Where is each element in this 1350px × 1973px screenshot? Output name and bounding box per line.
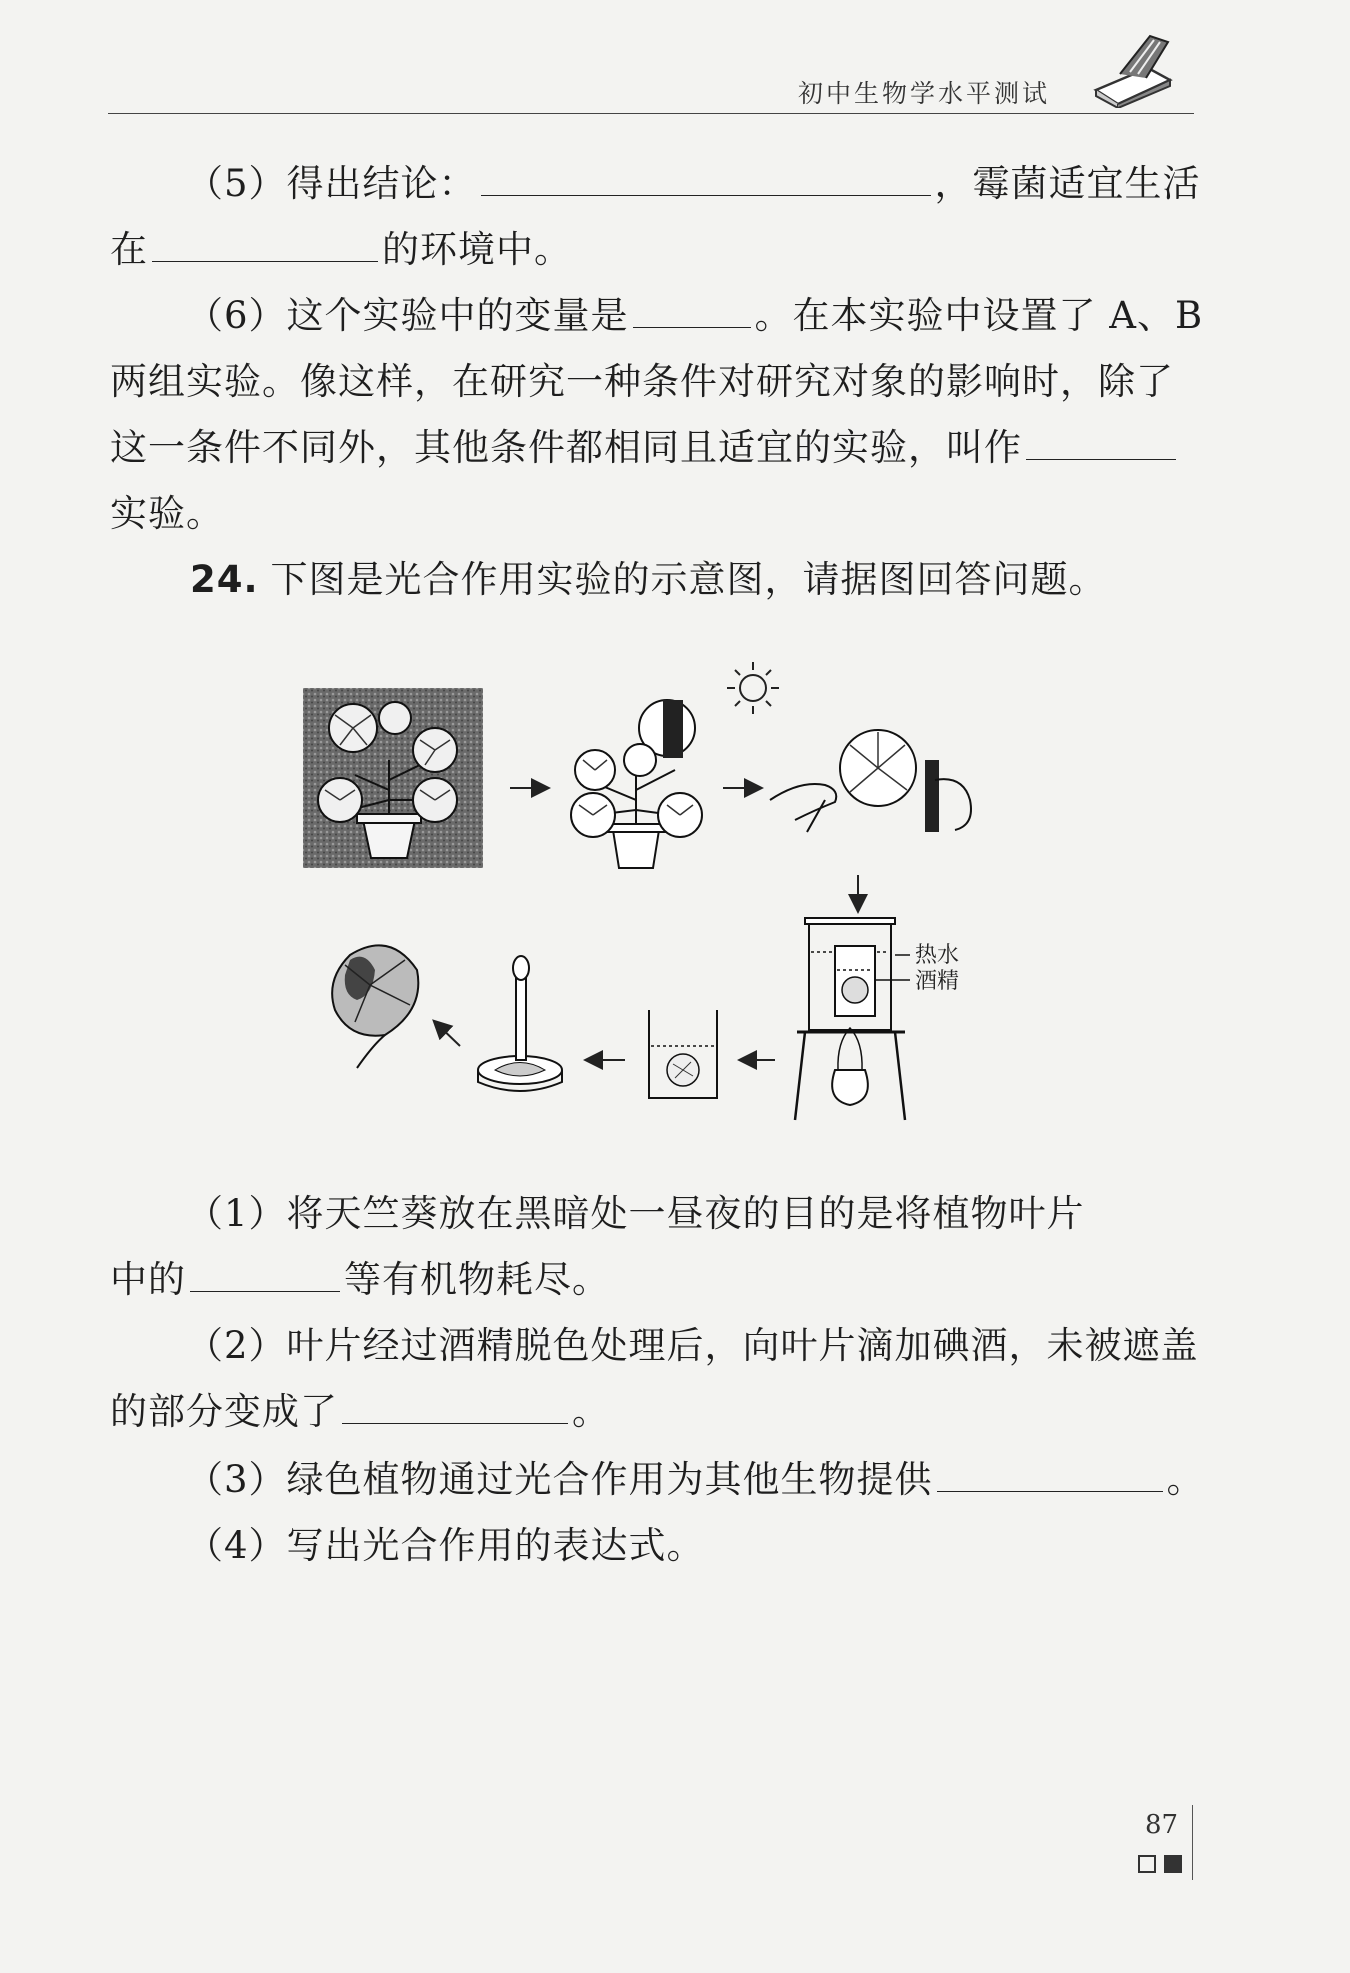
q23-part6-line2: [110, 358, 1174, 406]
sun-icon: [727, 662, 779, 714]
q23-part6-line1: [186, 292, 1203, 340]
answer-blank[interactable]: [481, 161, 931, 196]
text-span: 在: [110, 228, 148, 271]
answer-blank[interactable]: [342, 1389, 568, 1424]
question-number: 24.: [190, 558, 259, 601]
q24-part1-line2: [110, 1256, 610, 1304]
q24-part4: [186, 1522, 705, 1570]
q24-part3: [186, 1456, 1205, 1504]
text-span: 中的: [110, 1258, 186, 1301]
text-span: 。: [1166, 1458, 1205, 1501]
running-header-title: 初中生物学水平测试: [798, 79, 1051, 108]
square-outline-icon: [1138, 1855, 1156, 1873]
result-leaf: [332, 945, 418, 1068]
text-span: （3）绿色植物通过光合作用为其他生物提供: [186, 1458, 933, 1501]
text-span: 等有机物耗尽。: [344, 1258, 610, 1301]
text-span: 实验。: [110, 492, 224, 535]
alcohol-label: 酒精: [915, 969, 960, 994]
answer-blank[interactable]: [152, 227, 378, 262]
text-span: 。在本实验中设置了 A、B: [754, 294, 1204, 337]
q24-part2-line1: [186, 1322, 1199, 1370]
q24-part1-line1: [186, 1190, 1085, 1238]
header-rule: [108, 113, 1194, 114]
photosynthesis-experiment-figure: [295, 650, 1015, 1130]
leaf-removal-hands: [770, 730, 971, 832]
text-span: 这一条件不同外，其他条件都相同且适宜的实验，叫作: [110, 426, 1022, 469]
text-span: （1）将天竺葵放在黑暗处一昼夜的目的是将植物叶片: [186, 1192, 1085, 1235]
q24-part2-line2: [110, 1388, 610, 1436]
text-span: （5）得出结论：: [186, 162, 477, 205]
book-icon: [1090, 28, 1176, 108]
page-number-rule: [1192, 1805, 1193, 1880]
q23-part5-line2: [110, 226, 572, 274]
text-span: 的部分变成了: [110, 1390, 338, 1433]
square-filled-icon: [1164, 1855, 1182, 1873]
hot-water-label: 热水: [915, 943, 960, 968]
q24-stem: [190, 556, 1107, 604]
dark-plant-panel: [303, 688, 483, 868]
page-number: 87: [1145, 1810, 1179, 1840]
q23-part6-line4: [110, 490, 224, 538]
text-span: （6）这个实验中的变量是: [186, 294, 629, 337]
answer-blank[interactable]: [1026, 425, 1176, 460]
text-span: （4）写出光合作用的表达式。: [186, 1524, 705, 1567]
text-span: 两组实验。像这样，在研究一种条件对研究对象的影响时，除了: [110, 360, 1174, 403]
answer-blank[interactable]: [633, 293, 751, 328]
iodine-dish: [478, 956, 562, 1091]
water-bath-apparatus: [795, 918, 910, 1120]
text-span: 的环境中。: [382, 228, 572, 271]
covered-leaf-plant: [571, 700, 702, 868]
text-span: ，霉菌适宜生活: [934, 162, 1201, 205]
text-span: 。: [572, 1390, 610, 1433]
q23-part6-line3: [110, 424, 1180, 472]
text-span: （2）叶片经过酒精脱色处理后，向叶片滴加碘酒，未被遮盖: [186, 1324, 1199, 1367]
q23-part5-line1: [186, 160, 1201, 208]
answer-blank[interactable]: [190, 1257, 340, 1292]
rinse-beaker: [649, 1010, 717, 1098]
question-text: 下图是光合作用实验的示意图，请据图回答问题。: [270, 558, 1107, 601]
answer-blank[interactable]: [937, 1457, 1163, 1492]
flow-arrow: [435, 1022, 460, 1046]
